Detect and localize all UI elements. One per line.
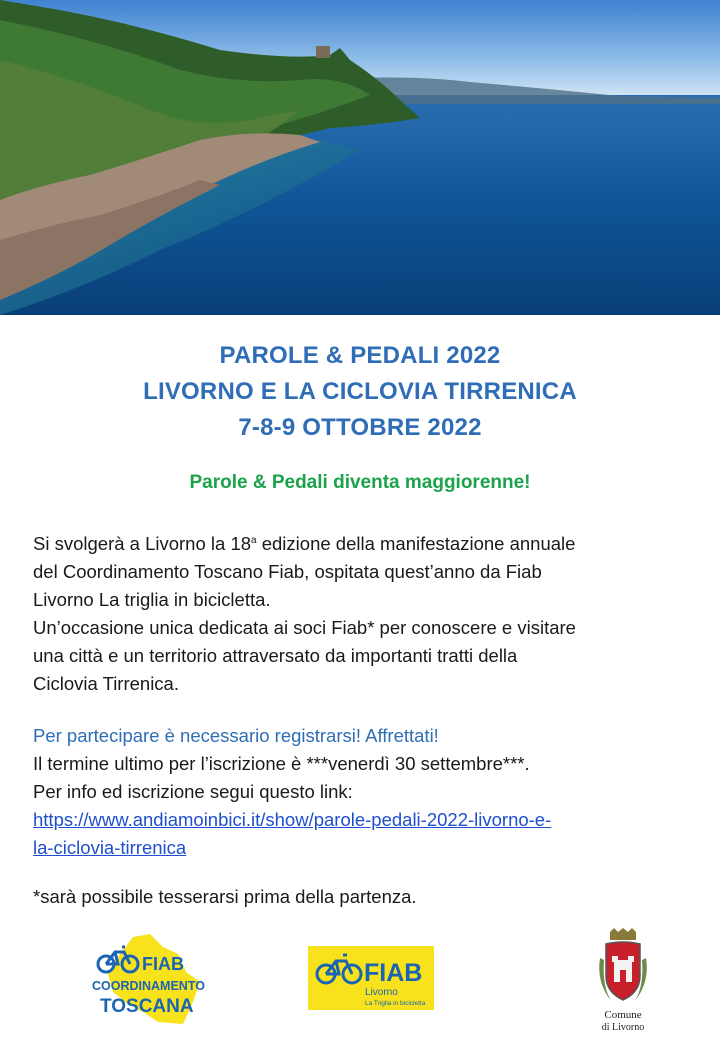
registration-info-text: Per info ed iscrizione segui questo link:	[33, 781, 353, 802]
registration-deadline: Il termine ultimo per l’iscrizione è ***venerdì 30 settembre***.	[33, 753, 530, 774]
description-line: del Coordinamento Toscano Fiab, ospitata quest’anno da Fiab	[33, 561, 542, 582]
description-line: Un’occasione unica dedicata ai soci Fiab* per conoscere e visitare	[33, 617, 576, 638]
event-heading	[0, 338, 720, 446]
logo-text-comune: Comune	[604, 1009, 642, 1021]
logo-text-livorno: Livorno	[365, 987, 398, 998]
fiab-toscana-logo	[88, 932, 208, 1027]
event-title: PAROLE & PEDALI 2022	[219, 342, 501, 369]
event-subtitle: LIVORNO E LA CICLOVIA TIRRENICA	[143, 378, 577, 405]
description	[33, 530, 693, 698]
logo-text-fiab: FIAB	[364, 959, 423, 987]
logo-text-triglia: La Triglia in bicicletta	[365, 1000, 426, 1007]
coastal-landscape-photo	[0, 0, 720, 315]
comune-livorno-logo	[586, 928, 660, 1034]
fiab-livorno-logo	[308, 946, 434, 1010]
logo-text-di-livorno: di Livorno	[601, 1022, 645, 1033]
footnote: *sarà possibile tesserarsi prima della partenza.	[33, 886, 417, 907]
description-line: Livorno La triglia in bicicletta.	[33, 589, 271, 610]
superscript: a	[251, 534, 257, 546]
text-span: Si svolgerà a Livorno la 18	[33, 533, 252, 554]
hero-photo	[0, 0, 720, 315]
logo-text-coordinamento: COORDINAMENTO	[92, 979, 205, 993]
event-dates: 7-8-9 OTTOBRE 2022	[238, 414, 482, 441]
registration-link-wrap	[33, 806, 703, 862]
description-line	[33, 530, 693, 558]
registration-info	[33, 722, 703, 862]
registration-cta: Per partecipare è necessario registrarsi! Affrettati!	[33, 725, 439, 746]
description-line: una città e un territorio attraversato da importanti tratti della	[33, 645, 518, 666]
logo-text-toscana: TOSCANA	[100, 996, 194, 1017]
link-line-2: la-ciclovia-tirrenica	[33, 837, 187, 858]
registration-link[interactable]	[33, 809, 551, 858]
description-line: Ciclovia Tirrenica.	[33, 673, 179, 694]
text-span: edizione della manifestazione annuale	[256, 533, 576, 554]
coat-of-arms-icon	[599, 928, 647, 1002]
logo-text-fiab: FIAB	[142, 954, 184, 974]
link-line-1: https://www.andiamoinbici.it/show/parole-pedali-2022-livorno-e-	[33, 809, 552, 830]
tagline: Parole & Pedali diventa maggiorenne!	[189, 472, 531, 493]
